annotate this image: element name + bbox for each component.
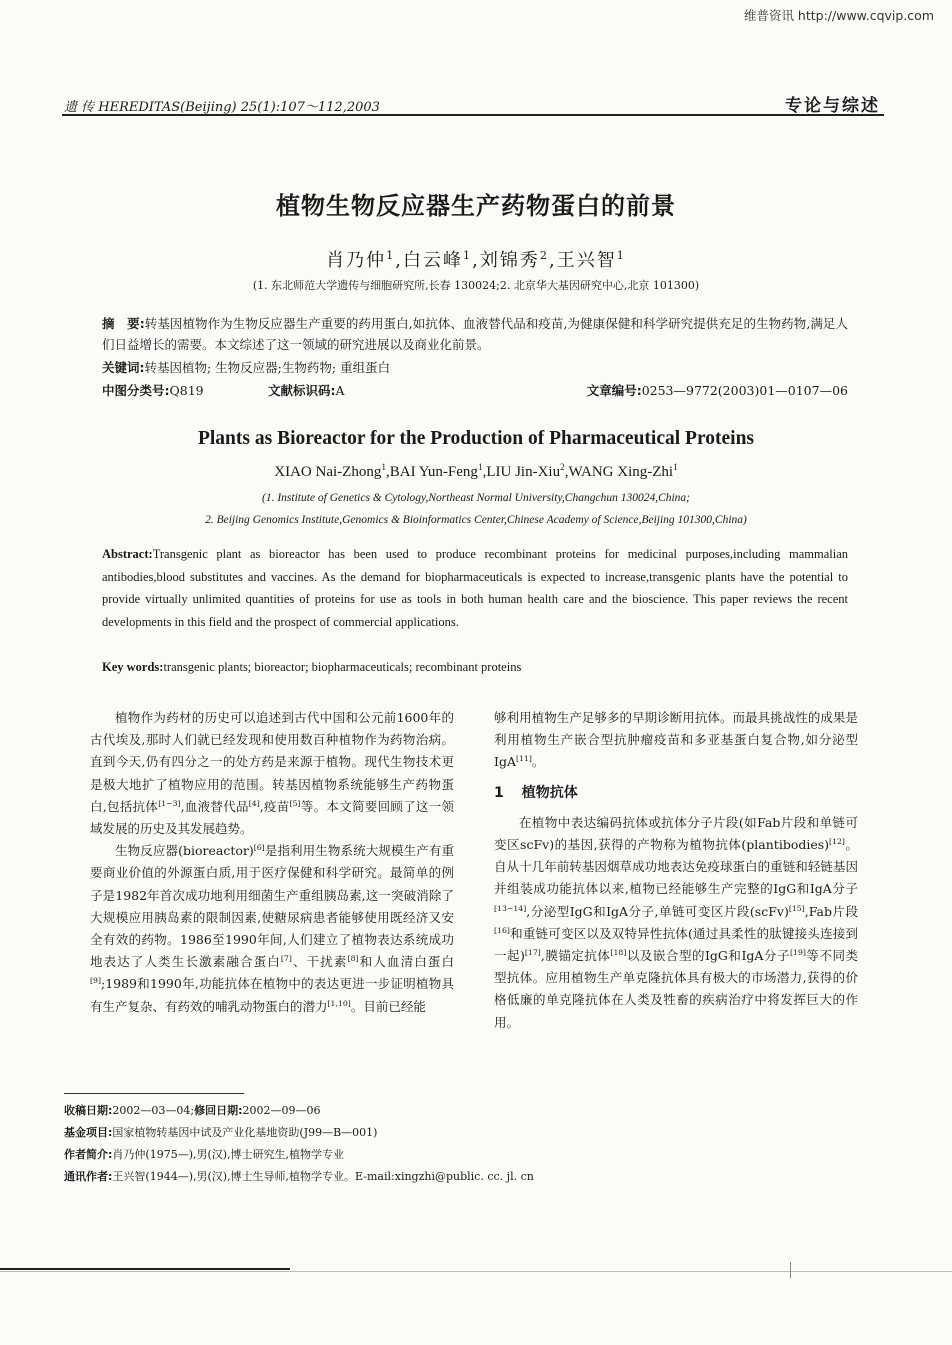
- scan-edge-line: [0, 1271, 952, 1272]
- journal-citation: 遗 传 HEREDITAS(Beijing) 25(1):107～112,2003: [64, 100, 380, 115]
- citation: [9]: [90, 976, 101, 986]
- affiliation-english-1: (1. Institute of Genetics & Cytology,Northeast Normal University,Changchun 130024,China;: [261, 492, 691, 504]
- citation: [4]: [248, 798, 260, 808]
- author-name: XIAO Nai-Zhong: [274, 464, 382, 480]
- abstract-label: Abstract:: [102, 547, 153, 561]
- citation: [17]: [524, 947, 541, 957]
- clc-value: Q819: [169, 383, 204, 398]
- citation: [11]: [515, 754, 532, 764]
- footnote-author-bio: 作者简介:肖乃仲(1975—),男(汉),博士研究生,植物学专业: [64, 1148, 345, 1161]
- article-number: [587, 381, 848, 399]
- author-affil-mark: 1: [381, 463, 386, 473]
- affiliation-english-2: 2. Beijing Genomics Institute,Genomics & Bioinformatics Center,Chinese Academy of Science,Beijing 101300,China): [205, 514, 747, 526]
- clc-label: 中图分类号:: [102, 383, 170, 398]
- citation: [5]: [289, 798, 301, 808]
- paragraph: 够利用植物生产足够多的早期诊断用抗体。而最具挑战性的成果是利用植物生产嵌合型抗肿瘤疫苗和多亚基蛋白复合物,如分泌型IgA[11]。: [494, 710, 858, 770]
- watermark: 维普资讯 http://www.cqvip.com: [743, 8, 934, 23]
- scan-edge-bar: [0, 1268, 290, 1270]
- keywords-english: [102, 660, 848, 675]
- citation: [12]: [829, 836, 845, 846]
- keywords-label: Key words:: [102, 660, 164, 674]
- authors-chinese: 肖乃仲$^1$,白云峰$^1$,刘锦秀$^2$,王兴智$^1$: [326, 249, 626, 271]
- title-chinese: 植物生物反应器生产药物蛋白的前景: [276, 192, 676, 220]
- citation: [18]: [610, 947, 627, 957]
- header-rule: [62, 114, 884, 116]
- citation: [16]: [494, 925, 510, 935]
- section-title: 植物抗体: [521, 784, 578, 801]
- author-name: 刘锦秀: [479, 250, 540, 271]
- author-name: LIU Jin-Xiu: [486, 464, 561, 480]
- section-heading: [494, 782, 858, 804]
- citation: [1~3]: [158, 798, 181, 808]
- citation: [15]: [788, 903, 805, 913]
- author-name: WANG Xing-Zhi: [568, 464, 674, 480]
- scan-tick-mark: [790, 1262, 791, 1278]
- paragraph: 生物反应器(bioreactor)[6]是指利用生物系统大规模生产有重要商业价值的外源蛋白质,用于医疗保健和科学研究。最简单的例子是1982年首次成功地利用细菌生产重组胰岛素,这一突破消除了大规模应用胰岛素的限制因素,使糖尿病患者能够使用既经济又安全有效的药物。1986至1990年间,人们建立了植物表达系统成功地表达了人类生长激素融合蛋白[7]、干扰素[8]和人血清白蛋白[9];1989和1990年,功能抗体在植物中的表达更进一步证明植物具有生产复杂、有药效的哺乳动物蛋白的潜力[1,10]。目前已经能: [90, 843, 454, 1014]
- author-affil-mark: 1: [673, 463, 678, 473]
- body-column-right: [494, 707, 858, 1034]
- citation: [19]: [789, 947, 806, 957]
- citation: [8]: [347, 954, 359, 964]
- abstract-english: [102, 543, 848, 633]
- section-tag: 专论与综述: [785, 96, 880, 116]
- clc-number: [102, 381, 204, 399]
- author-affil-mark: 1: [477, 463, 483, 473]
- footnote-funding: 基金项目:国家植物转基因中试及产业化基地资助(J99—B—001): [64, 1126, 378, 1139]
- author-affil-mark: 1: [386, 249, 396, 262]
- document-code: [268, 381, 345, 399]
- citation: [13~14]: [494, 903, 527, 913]
- paragraph: 在植物中表达编码抗体或抗体分子片段(如Fab片段和单链可变区scFv)的基因,获得的产物称为植物抗体(plantibodies)[12]。自从十几年前转基因烟草成功地表达免疫球蛋白的重链和轻链基因并组装成功能抗体以来,植物已经能够生产完整的IgG和IgA分子[13~14],分泌型IgG和IgA分子,单链可变区片段(scFv)[15],Fab片段[16]和重链可变区以及双特异性抗体(通过具柔性的肽键接头连接到一起)[17],膜锚定抗体[18]以及嵌合型的IgG和IgA分子[19]等不同类型抗体。应用植物生产单克隆抗体具有极大的市场潜力,获得的价格低廉的单克隆抗体在人类及牲畜的疾病治疗中将发挥巨大的作用。: [494, 814, 858, 1030]
- doc-value: A: [335, 383, 345, 398]
- footnote-dates: 收稿日期:2002—03—04;修回日期:2002—09—06: [64, 1104, 321, 1117]
- keywords-label: 关键词:: [102, 360, 145, 375]
- title-english: Plants as Bioreactor for the Production of Pharmaceutical Proteins: [197, 428, 755, 449]
- abstract-chinese: [102, 313, 848, 355]
- citation: [7]: [280, 954, 292, 964]
- citation: [6]: [253, 843, 265, 853]
- keywords-text: 转基因植物; 生物反应器;生物药物; 重组蛋白: [144, 360, 391, 375]
- article-label: 文章编号:: [586, 383, 642, 398]
- abstract-text: 转基因植物作为生物反应器生产重要的药用蛋白,如抗体、血液替代品和疫苗,为健康保健和科学研究提供充足的生物药物,满足人们日益增长的需要。本文综述了这一领域的研究进展以及商业化前景。: [102, 316, 848, 352]
- author-name: 肖乃仲: [326, 250, 387, 271]
- abstract-text: Transgenic plant as bioreactor has been used to produce recombinant proteins for medicinal purposes,including mammalian antibodies,blood substitutes and vaccines. As the demand for biopharmaceuticals is expected to increase,transgenic plants have the potential to provide virtually unlimited quantities of proteins for use as tools in both human health care and the bioscience. This paper reviews the recent developments in this field and the prospect of commercial applications.: [102, 547, 848, 629]
- citation: [1,10]: [327, 998, 351, 1008]
- authors-english: XIAO Nai-Zhong$^1$,BAI Yun-Feng$^1$,LIU Jin-Xiu$^2$,WANG Xing-Zhi$^1$: [274, 463, 678, 480]
- affiliation-chinese: (1. 东北师范大学遗传与细胞研究所,长春 130024;2. 北京华大基因研究中心,北京 101300): [252, 279, 700, 292]
- keywords-text: transgenic plants; bioreactor; biopharmaceuticals; recombinant proteins: [163, 660, 522, 674]
- author-affil-mark: 1: [616, 249, 626, 262]
- author-affil-mark: 2: [560, 463, 565, 473]
- body-column-left: [90, 707, 454, 1018]
- section-number: 1: [494, 784, 504, 801]
- doc-label: 文献标识码:: [268, 383, 336, 398]
- keywords-chinese: [102, 358, 390, 376]
- author-name: 白云峰: [403, 250, 464, 271]
- footnotes: [64, 1100, 884, 1188]
- author-affil-mark: 2: [539, 249, 549, 262]
- paragraph: 植物作为药材的历史可以追述到古代中国和公元前1600年的古代埃及,那时人们就已经发现和使用数百种植物作为药物治病。直到今天,仍有四分之一的处方药是来源于植物。现代生物技术更是极大地扩了植物应用的范围。转基因植物系统能够生产药物蛋白,包括抗体[1~3],血液替代品[4],疫苗[5]等。本文简要回顾了这一领域发展的历史及其发展趋势。: [90, 710, 454, 837]
- author-affil-mark: 1: [463, 249, 473, 262]
- author-name: BAI Yun-Feng: [389, 464, 478, 480]
- author-name: 王兴智: [556, 250, 617, 271]
- abstract-label: 摘 要:: [102, 316, 145, 331]
- article-value: 0253—9772(2003)01—0107—06: [641, 383, 848, 398]
- footnote-corresponding: 通讯作者:王兴智(1944—),男(汉),博士生导师,植物学专业。E-mail:xingzhi@public. cc. jl. cn: [64, 1170, 534, 1183]
- footnote-rule: [64, 1093, 244, 1094]
